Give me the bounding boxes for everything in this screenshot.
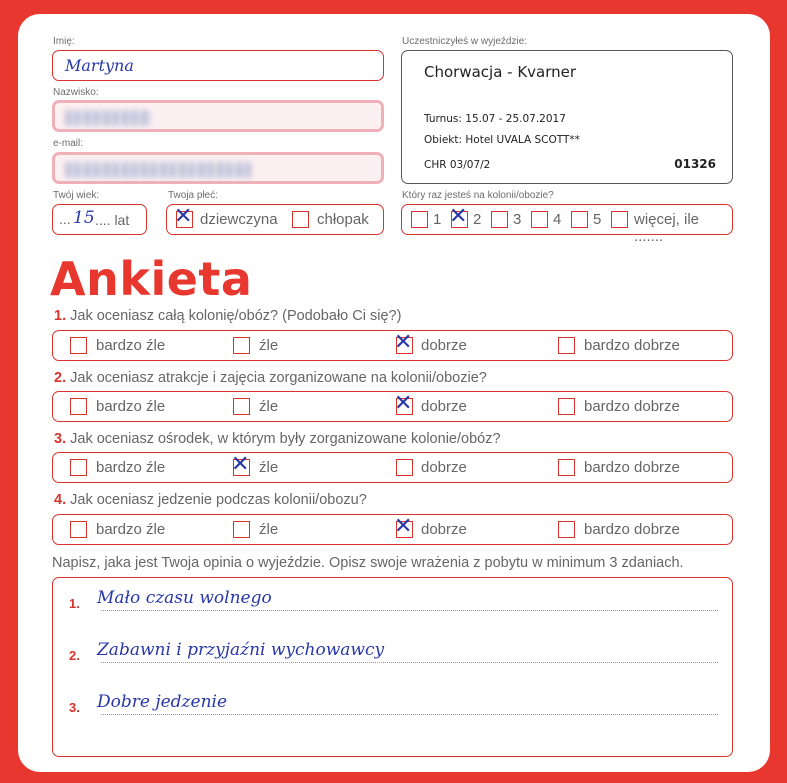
gender-checkbox-boy[interactable] [292, 211, 309, 228]
q1-checkbox-very-good[interactable] [558, 337, 575, 354]
q1-checkbox-very-bad[interactable] [70, 337, 87, 354]
answer-row-3 [52, 452, 733, 483]
question-text: Jak oceniasz jedzenie podczas kolonii/obozu? [70, 492, 367, 508]
email-label: e-mail: [53, 138, 84, 149]
q4-checkbox-bad[interactable] [233, 521, 250, 538]
times-option-more: więcej, ile ....... [634, 211, 700, 245]
q1-option-good: dobrze [421, 337, 467, 354]
trip-obiekt: Obiekt: Hotel UVALA SCOTT** [424, 134, 580, 146]
times-checkbox-4[interactable] [531, 211, 548, 228]
checked-x-icon: ✕ [174, 204, 193, 229]
answer-row-2 [52, 391, 733, 422]
q3-checkbox-bad[interactable] [231, 452, 250, 477]
question-number: 4. [54, 492, 67, 508]
q2-checkbox-very-bad[interactable] [70, 398, 87, 415]
trip-code: CHR 03/07/2 [424, 159, 491, 171]
gender-checkbox-girl[interactable] [174, 204, 193, 229]
question-number: 2. [54, 370, 67, 386]
question-3 [54, 431, 501, 447]
opinion-text-3: Dobre jedzenie [97, 692, 228, 712]
opinion-number: 2. [69, 648, 80, 663]
age-value: 15 [73, 208, 95, 228]
q2-option-good: dobrze [421, 398, 467, 415]
question-number: 1. [54, 308, 67, 324]
dotted-line [101, 662, 718, 663]
question-2 [54, 370, 487, 386]
times-option-4: 4 [553, 211, 562, 228]
checked-x-icon: ✕ [394, 514, 413, 539]
q2-checkbox-very-good[interactable] [558, 398, 575, 415]
q2-option-very-good: bardzo dobrze [584, 398, 680, 415]
q1-option-bad: źle [259, 337, 279, 354]
q1-checkbox-good[interactable] [394, 330, 413, 355]
name-value: Martyna [65, 56, 134, 75]
question-text: Jak oceniasz całą kolonię/obóz? (Podobało Ci się?) [70, 308, 402, 324]
trip-turnus: Turnus: 15.07 - 25.07.2017 [424, 113, 566, 125]
q4-checkbox-very-bad[interactable] [70, 521, 87, 538]
surname-label: Nazwisko: [53, 87, 99, 98]
opinion-number: 3. [69, 700, 80, 715]
times-option-1: 1 [433, 211, 442, 228]
q2-option-very-bad: bardzo źle [96, 398, 166, 415]
gender-option-boy: chłopak [317, 211, 369, 228]
opinion-text-1: Mało czasu wolnego [97, 588, 272, 608]
times-option-2: 2 [473, 211, 482, 228]
checked-x-icon: ✕ [449, 204, 468, 229]
checked-x-icon: ✕ [394, 391, 413, 416]
trip-label: Uczestniczyłeś w wyjeździe: [402, 36, 528, 47]
q3-checkbox-good[interactable] [396, 459, 413, 476]
email-field[interactable] [52, 152, 384, 184]
answer-row-4 [52, 514, 733, 545]
answer-row-1 [52, 330, 733, 361]
trip-card [401, 50, 733, 184]
trip-title: Chorwacja - Kvarner [424, 63, 577, 81]
q4-checkbox-good[interactable] [394, 514, 413, 539]
times-field [401, 204, 733, 245]
times-checkbox-2[interactable] [449, 204, 468, 229]
surname-field[interactable] [52, 100, 384, 132]
opinion-box[interactable] [52, 577, 733, 757]
age-prefix: ... [59, 211, 71, 227]
q3-option-good: dobrze [421, 459, 467, 476]
q3-checkbox-very-bad[interactable] [70, 459, 87, 476]
trip-number: 01326 [674, 157, 716, 171]
q1-option-very-good: bardzo dobrze [584, 337, 680, 354]
times-checkbox-more[interactable] [611, 211, 628, 228]
q2-option-bad: źle [259, 398, 279, 415]
times-checkbox-3[interactable] [491, 211, 508, 228]
name-field[interactable] [52, 50, 384, 81]
opinion-number: 1. [69, 596, 80, 611]
question-number: 3. [54, 431, 67, 447]
gender-label: Twoja płeć: [168, 190, 219, 201]
q3-option-bad: źle [259, 459, 279, 476]
gender-option-girl: dziewczyna [200, 211, 278, 228]
times-label: Który raz jesteś na kolonii/obozie? [402, 190, 554, 201]
q4-option-very-good: bardzo dobrze [584, 521, 680, 538]
survey-title: Ankieta [50, 252, 253, 306]
question-4 [54, 492, 367, 508]
survey-sheet [18, 14, 770, 772]
q2-checkbox-good[interactable] [394, 391, 413, 416]
times-option-3: 3 [513, 211, 522, 228]
times-checkbox-5[interactable] [571, 211, 588, 228]
question-text: Jak oceniasz ośrodek, w którym były zorganizowane kolonie/obóz? [70, 431, 501, 447]
age-field[interactable] [52, 204, 147, 235]
q4-option-good: dobrze [421, 521, 467, 538]
q4-option-very-bad: bardzo źle [96, 521, 166, 538]
q2-checkbox-bad[interactable] [233, 398, 250, 415]
opinion-prompt: Napisz, jaka jest Twoja opinia o wyjeździe. Opisz swoje wrażenia z pobytu w minimum 3 zdaniach. [52, 555, 684, 571]
question-text: Jak oceniasz atrakcje i zajęcia zorganizowane na kolonii/obozie? [70, 370, 487, 386]
age-label: Twój wiek: [53, 190, 100, 201]
q3-checkbox-very-good[interactable] [558, 459, 575, 476]
opinion-text-2: Zabawni i przyjaźni wychowawcy [97, 640, 385, 660]
checked-x-icon: ✕ [231, 452, 250, 477]
times-option-5: 5 [593, 211, 602, 228]
dotted-line [101, 610, 718, 611]
q4-checkbox-very-good[interactable] [558, 521, 575, 538]
dotted-line [101, 714, 718, 715]
surname-redacted [65, 110, 151, 126]
name-label: Imię: [53, 36, 75, 47]
gender-field [166, 204, 384, 235]
age-suffix: .... lat [95, 212, 130, 228]
times-checkbox-1[interactable] [411, 211, 428, 228]
q1-checkbox-bad[interactable] [233, 337, 250, 354]
question-1 [54, 308, 401, 324]
checked-x-icon: ✕ [394, 330, 413, 355]
q1-option-very-bad: bardzo źle [96, 337, 166, 354]
q3-option-very-bad: bardzo źle [96, 459, 166, 476]
q3-option-very-good: bardzo dobrze [584, 459, 680, 476]
email-redacted [65, 162, 251, 178]
q4-option-bad: źle [259, 521, 279, 538]
